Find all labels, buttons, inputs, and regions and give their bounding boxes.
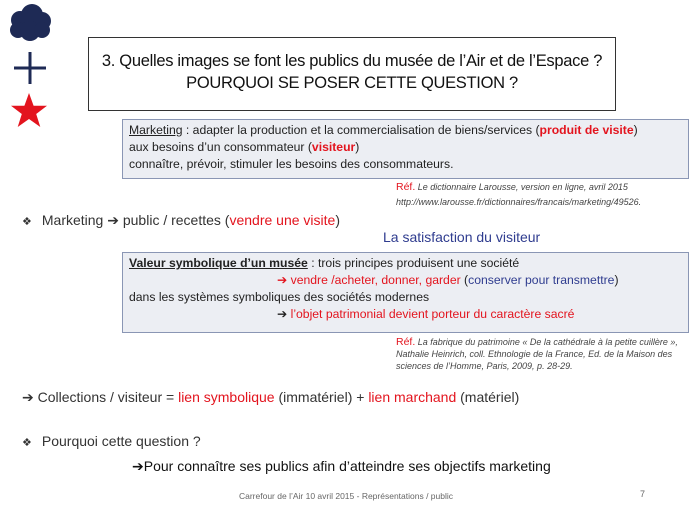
- vendre-acheter-donner-garder: vendre /acheter, donner, garder: [287, 273, 461, 287]
- marketing-term: Marketing: [129, 123, 183, 137]
- lien-marchand: lien marchand: [368, 389, 457, 405]
- conclusion-line: [132, 457, 551, 476]
- bullet1-a: Marketing: [41, 212, 108, 228]
- ref-text-2: La fabrique du patrimoine « De la cathédrale à la petite cuillère », Nathalie Heinrich, coll. Ethnologie de la France, Ed. de la Maison des sciences de l’Homme, Paris, 2009, p. 28-29.: [396, 337, 678, 371]
- marketing-text-1: : adapter la production et la commercialisation de biens/services (: [182, 123, 540, 137]
- marketing-text-2: aux besoins d’un consommateur (: [129, 140, 312, 154]
- cloud-icon: [8, 4, 52, 44]
- diamond-bullet-icon: ❖: [22, 436, 32, 449]
- arrow-icon: ➔: [277, 307, 288, 321]
- vendre-une-visite: vendre une visite: [229, 212, 336, 228]
- paren-open-3: (: [460, 273, 469, 287]
- collections-line: [22, 388, 519, 407]
- valeur-term: Valeur symbolique d’un musée: [129, 256, 308, 270]
- valeur-text-3: dans les systèmes symboliques des sociétés modernes: [129, 290, 430, 304]
- arrow-icon: ➔: [22, 390, 34, 406]
- marketing-definition-box: [122, 119, 689, 179]
- valeur-symbolique-box: [122, 252, 689, 333]
- conclusion-text: Pour connaître ses publics afin d’atteindre ses objectifs marketing: [143, 458, 551, 474]
- paren-close-3: ): [614, 273, 619, 287]
- objet-patrimonial: l’objet patrimonial devient porteur du caractère sacré: [287, 307, 575, 321]
- ref-label-2: Réf.: [396, 336, 416, 348]
- ref-url-1: http://www.larousse.fr/dictionnaires/francais/marketing/49526.: [396, 197, 642, 207]
- collections-e: (matériel): [456, 389, 520, 405]
- footer-text: Carrefour de l’Air 10 avril 2015 - Représentations / public: [238, 491, 454, 501]
- logo: [6, 4, 54, 128]
- paren-close-2: ): [355, 140, 360, 154]
- visiteur: visiteur: [311, 140, 356, 154]
- arrow-icon: ➔: [132, 459, 144, 475]
- bullet-pourquoi: [22, 432, 201, 452]
- produit-de-visite: produit de visite: [539, 123, 634, 137]
- title-line-2: POURQUOI SE POSER CETTE QUESTION ?: [186, 74, 518, 92]
- lien-symbolique: lien symbolique: [178, 389, 275, 405]
- conserver-pour-transmettre: conserver pour transmettre: [468, 273, 615, 287]
- plus-icon: [12, 50, 48, 86]
- pourquoi-text: Pourquoi cette question ?: [41, 433, 201, 449]
- ref-label-1: Réf.: [396, 181, 416, 193]
- bullet1-b: public / recettes (: [118, 212, 230, 228]
- arrow-icon: ➔: [277, 273, 288, 287]
- diamond-bullet-icon: ❖: [22, 215, 32, 228]
- title-line-1: 3. Quelles images se font les publics du musée de l’Air et de l’Espace ?: [101, 52, 603, 70]
- valeur-text-1: : trois principes produisent une société: [307, 256, 520, 270]
- page-number: 7: [640, 489, 646, 499]
- marketing-text-3: connaître, prévoir, stimuler les besoins des consommateurs.: [129, 157, 454, 171]
- satisfaction-visiteur: La satisfaction du visiteur: [383, 229, 541, 245]
- bullet1-d: ): [335, 212, 340, 228]
- paren-close-1: ): [633, 123, 638, 137]
- star-icon: [10, 92, 48, 128]
- collections-a: Collections / visiteur =: [33, 389, 179, 405]
- reference-2: [396, 336, 689, 372]
- reference-1: [396, 181, 689, 208]
- arrow-icon: ➔: [107, 213, 119, 229]
- ref-text-1: Le dictionnaire Larousse, version en ligne, avril 2015: [415, 182, 628, 192]
- bullet-marketing: [22, 211, 340, 231]
- title-box: [88, 37, 616, 111]
- collections-c: (immatériel) +: [274, 389, 369, 405]
